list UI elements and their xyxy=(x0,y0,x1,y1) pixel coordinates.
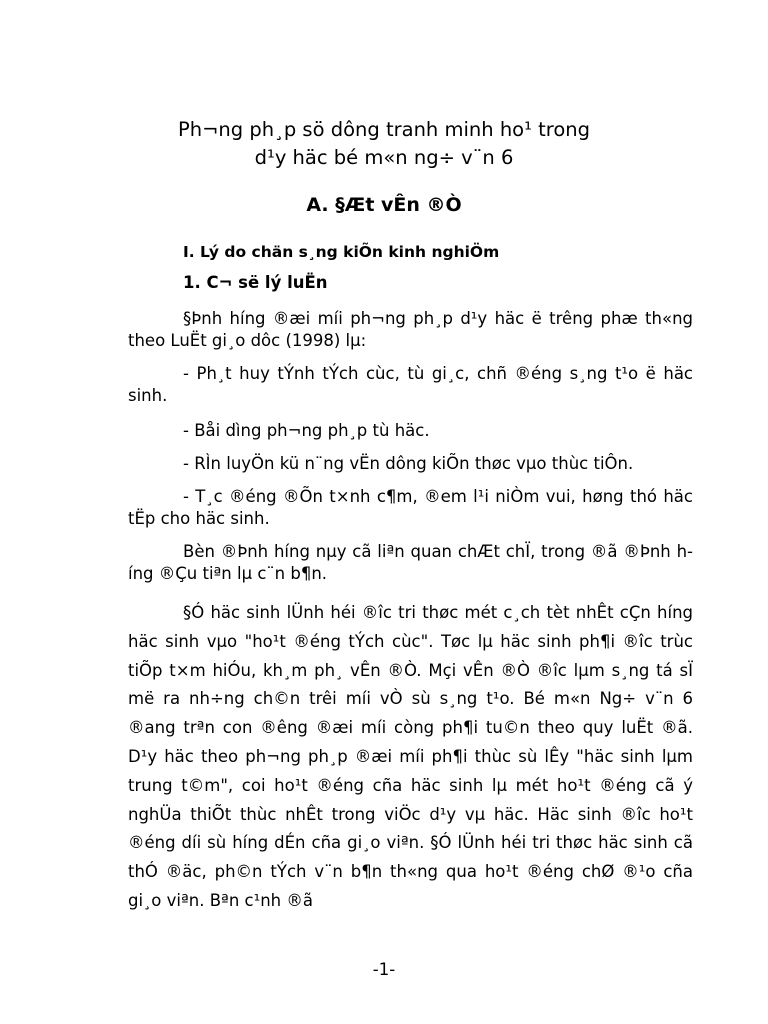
section-heading-a: A. §Æt vÊn ®Ò xyxy=(306,194,462,216)
paragraph-student-activity: §Ó häc sinh lÜnh héi ®îc tri thøc mét c¸ch tèt nhÊt cÇn híng häc sinh vµo "ho¹t ®éng tÝch cùc". Tøc lµ häc sinh ph¶i ®îc trùc tiÕp t×m hiÓu, kh¸m ph¸ vÊn ®Ò. Mçi vÊn ®Ò ®îc lµm s¸ng tá sÏ më ra nh÷ng ch©n trêi míi vÒ sù s¸ng t¹o. Bé m«n Ng÷ v¨n 6 ®ang trªn con ®êng ®æi míi còng ph¶i tu©n theo quy luËt ®ã. D¹y häc theo ph¬ng ph¸p ®æi míi ph¶i thùc sù lÊy "häc sinh lµm trung t©m", coi ho¹t ®éng cña häc sinh lµ mét ho¹t ®éng cã ý nghÜa thiÕt thùc nhÊt trong viÖc d¹y vµ häc. Häc sinh ®îc ho¹t ®éng díi sù híng dÉn cña gi¸o viªn. §Ó lÜnh héi tri thøc häc sinh cã thÓ ®äc, ph©n tÝch v¨n b¶n th«ng qua ho¹t ®éng chØ ®¹o cña gi¸o viªn. Bªn c¹nh ®ã xyxy=(128,603,693,910)
list-item-emotion: - T¸c ®éng ®Õn t×nh c¶m, ®em l¹i niÒm vui, høng thó häc tËp cho häc sinh. xyxy=(128,487,693,528)
paragraph-orientation: §Þnh híng ®æi míi ph¬ng ph¸p d¹y häc ë trêng phæ th«ng theo LuËt gi¸o dôc (1998) lµ: xyxy=(128,309,693,350)
paragraph-four-orientations: Bèn ®Þnh híng nµy cã liªn quan chÆt chÏ, trong ®ã ®Þnh híng ®Çu tiªn lµ c¨n b¶n. xyxy=(128,542,693,583)
list-item-practice: - RÌn luyÖn kü n¨ng vËn dông kiÕn thøc vµo thùc tiÔn. xyxy=(183,454,634,473)
list-item-promote: - Ph¸t huy tÝnh tÝch cùc, tù gi¸c, chñ ®éng s¸ng t¹o ë häc sinh. xyxy=(128,364,693,405)
document-title xyxy=(0,116,768,172)
subheading-reason: I. Lý do chän s¸ng kiÕn kinh nghiÖm xyxy=(183,243,500,261)
subheading-theory: 1. C¬ së lý luËn xyxy=(183,273,328,292)
page-number: -1- xyxy=(372,960,396,979)
title-line-1: Ph¬ng ph¸p sö dông tranh minh ho¹ trong xyxy=(177,118,591,141)
title-line-2: d¹y häc bé m«n ng÷ v¨n 6 xyxy=(254,146,514,169)
list-item-self-study: - Båi dìng ph¬ng ph¸p tù häc. xyxy=(183,421,430,440)
